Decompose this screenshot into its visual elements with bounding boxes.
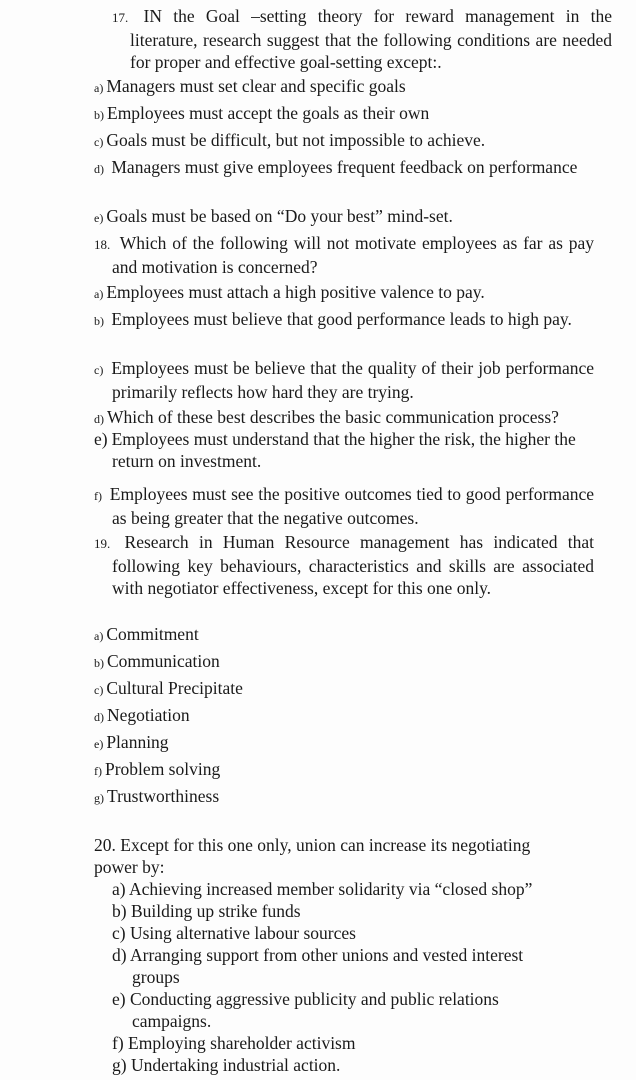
q19-option-c — [94, 677, 594, 701]
q20-option-b — [112, 900, 572, 922]
option-letter: f) — [94, 764, 102, 778]
option-letter: d) — [94, 162, 104, 176]
question-text: Which of the following will not motivate employees as far as pay and motivation is concerned? — [112, 233, 595, 277]
q18-option-c — [94, 357, 594, 403]
option-text: Employees must be believe that the quality of their job performance primarily reflects how hard they are trying. — [111, 358, 595, 402]
q20-option-f — [112, 1032, 572, 1054]
option-text: c) Using alternative labour sources — [112, 923, 356, 943]
q19-option-d — [94, 704, 594, 728]
q19-option-g — [94, 785, 594, 809]
option-text: Negotiation — [107, 705, 190, 725]
option-text: f) Employing shareholder activism — [112, 1033, 356, 1053]
option-letter: e) — [94, 211, 104, 225]
q20-option-e — [112, 988, 572, 1032]
option-text: Managers must set clear and specific goals — [106, 76, 406, 96]
option-letter: a) — [94, 629, 104, 643]
option-text: d) Arranging support from other unions and vested interest — [112, 945, 524, 965]
option-letter: b) — [94, 108, 104, 122]
option-text: a) Achieving increased member solidarity via “closed shop” — [112, 879, 533, 899]
q19-option-f — [94, 758, 594, 782]
option-letter: b) — [94, 314, 104, 328]
option-text: Employees must understand that the higher the risk, the higher the return on investment. — [111, 429, 576, 471]
q18-option-d — [94, 406, 594, 430]
question-19 — [94, 531, 594, 599]
option-text: Goals must be difficult, but not impossible to achieve. — [106, 130, 486, 150]
question-number: 18. — [94, 237, 111, 252]
option-letter: f) — [94, 489, 102, 503]
q19-option-a — [94, 623, 594, 647]
option-text: Employees must attach a high positive valence to pay. — [106, 282, 485, 302]
q19-option-e — [94, 731, 594, 755]
q17-option-c — [94, 129, 594, 153]
option-text: Employees must accept the goals as their own — [107, 103, 430, 123]
option-text: Communication — [107, 651, 220, 671]
option-text: Employees must believe that good performance leads to high pay. — [111, 309, 572, 329]
question-number: 17. — [112, 10, 129, 25]
q18-option-f — [94, 483, 594, 529]
option-text: g) Undertaking industrial action. — [112, 1055, 341, 1075]
option-letter: c) — [94, 135, 104, 149]
q17-option-a — [94, 75, 594, 99]
option-text: Cultural Precipitate — [106, 678, 243, 698]
q17-option-d — [94, 156, 594, 180]
option-text: Which of these best describes the basic communication process? — [107, 407, 559, 427]
option-text: Employees must see the positive outcomes tied to good performance as being greater that the negative outcomes. — [109, 484, 594, 528]
option-text: Commitment — [106, 624, 199, 644]
q20-option-a — [112, 878, 572, 900]
question-18 — [94, 232, 594, 278]
q17-option-b — [94, 102, 594, 126]
option-text: Managers must give employees frequent feedback on performance — [111, 157, 578, 177]
option-text: b) Building up strike funds — [112, 901, 301, 921]
option-text-continued: campaigns. — [132, 1011, 212, 1031]
option-letter: e) — [94, 429, 108, 449]
q19-option-b — [94, 650, 594, 674]
question-number: 19. — [94, 536, 111, 551]
option-text: Planning — [106, 732, 169, 752]
q20-option-d — [112, 944, 572, 988]
option-letter: d) — [94, 710, 104, 724]
question-20 — [94, 834, 574, 878]
question-text: Research in Human Resource management has indicated that following key behaviours, characteristics and skills are associated with negotiator effectiveness, except for this one only. — [112, 532, 595, 598]
option-text: Trustworthiness — [107, 786, 220, 806]
question-17 — [94, 5, 612, 73]
option-letter: d) — [94, 412, 104, 426]
q17-option-e — [94, 205, 594, 229]
option-letter: e) — [94, 737, 104, 751]
option-letter: g) — [94, 791, 104, 805]
q20-option-c — [112, 922, 572, 944]
option-text: Problem solving — [105, 759, 221, 779]
question-text: IN the Goal –setting theory for reward management in the literature, research suggest that the following conditions are needed for proper and effective goal-setting except:. — [130, 6, 613, 72]
option-text: Goals must be based on “Do your best” mind-set. — [106, 206, 453, 226]
q18-option-b — [94, 308, 594, 332]
option-text-continued: groups — [132, 967, 180, 987]
q20-option-g — [112, 1054, 572, 1076]
option-letter: a) — [94, 287, 104, 301]
option-text: e) Conducting aggressive publicity and public relations — [112, 989, 499, 1009]
option-letter: b) — [94, 656, 104, 670]
q18-option-e — [94, 428, 582, 472]
option-letter: c) — [94, 683, 104, 697]
q18-option-a — [94, 281, 594, 305]
question-text: 20. Except for this one only, union can increase its negotiating power by: — [94, 835, 531, 877]
option-letter: a) — [94, 81, 104, 95]
option-letter: c) — [94, 363, 104, 377]
